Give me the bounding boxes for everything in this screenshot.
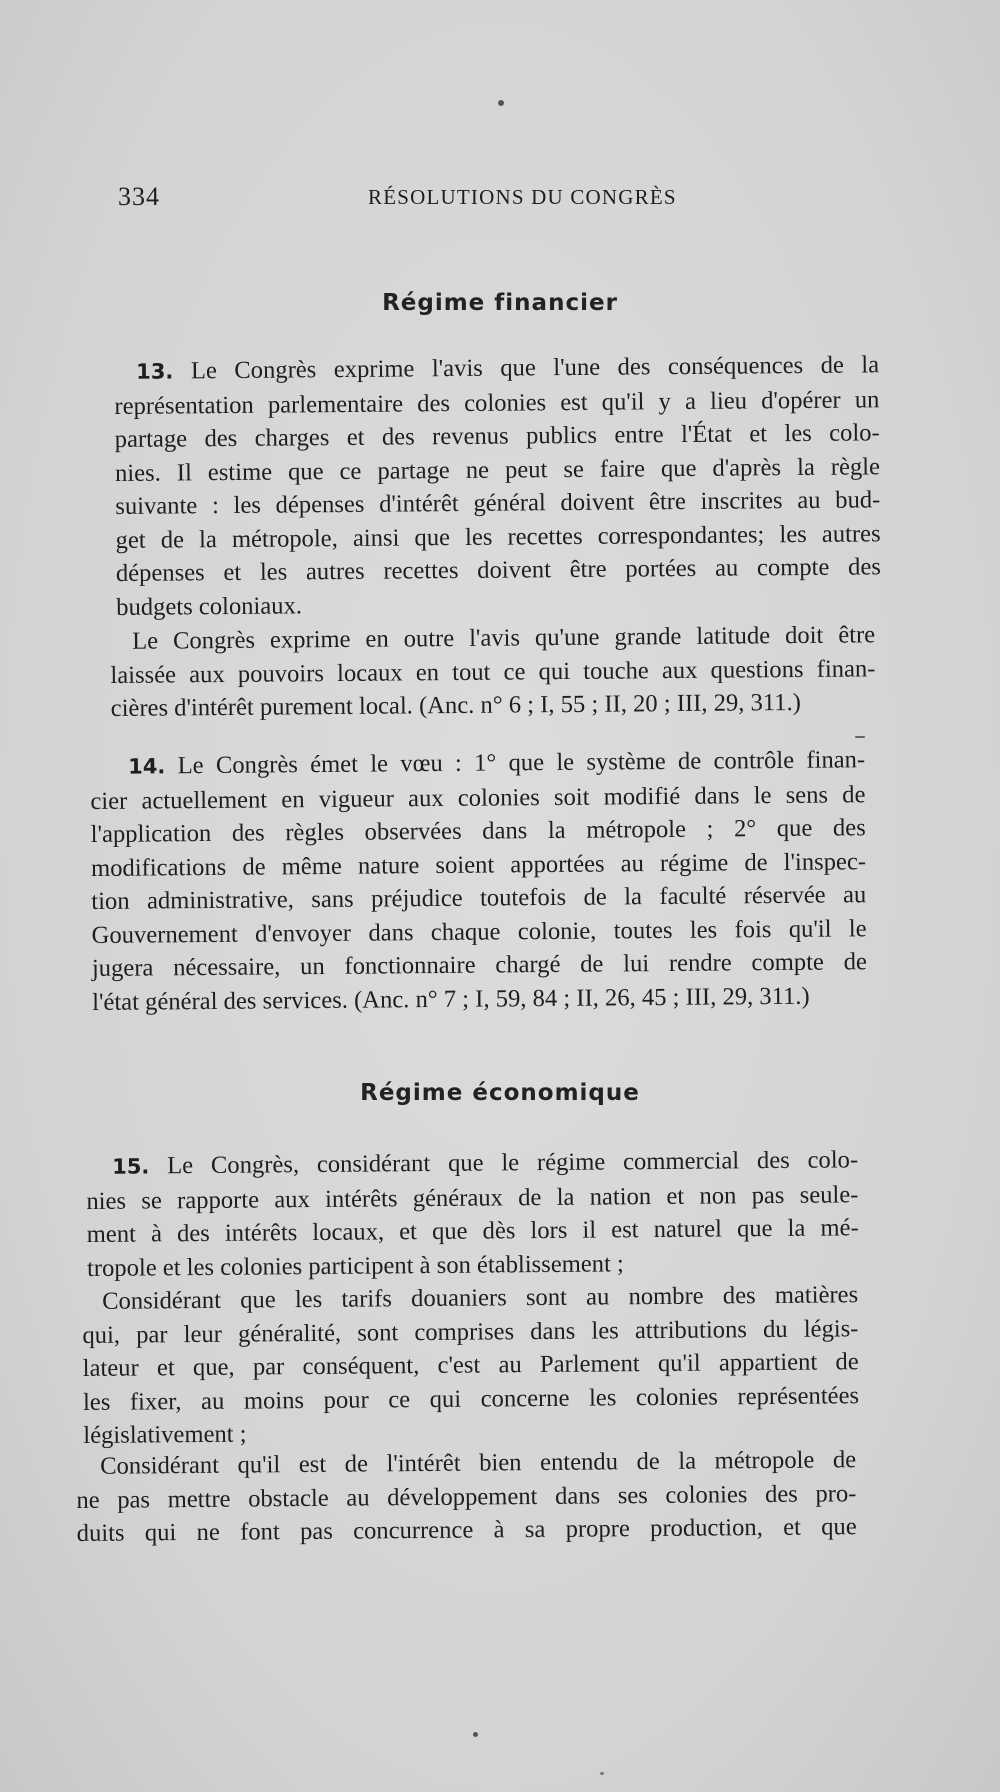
paragraph-line: ne pas mettre obstacle au développement dans ses colonies des pro- <box>76 1479 857 1514</box>
paragraph-number: 15. <box>112 1154 150 1179</box>
paragraph-line: 15. Le Congrès, considérant que le régime commercial des colo- <box>112 1146 859 1180</box>
running-title: RÉSOLUTIONS DU CONGRÈS <box>368 185 677 209</box>
paragraph-number: 13. <box>136 359 174 384</box>
paragraph-14 <box>90 743 867 1019</box>
section-heading-financier: Régime financier <box>382 290 618 316</box>
paragraph-line: duits qui ne font pas concurrence à sa propre production, et que <box>76 1513 857 1547</box>
paragraph-line-references: cières d'intérêt purement local. (Anc. n° 6 ; I, 55 ; II, 20 ; III, 29, 311.) <box>110 688 801 722</box>
paragraph-line: législativement ; <box>83 1420 247 1449</box>
paragraph-line: nies se rapporte aux intérêts généraux de la nation et non pas seule- <box>86 1180 859 1215</box>
section-heading-economique: Régime économique <box>360 1080 640 1106</box>
paragraph-line: qui, par leur généralité, sont comprises dans les attributions du légis- <box>82 1314 859 1349</box>
paragraph-line: Considérant qu'il est de l'intérêt bien entendu de la métropole de <box>100 1446 857 1480</box>
paragraph-13 <box>114 348 881 624</box>
paragraph-15-continued-1 <box>82 1278 859 1452</box>
paragraph-13-continued <box>110 618 876 725</box>
paragraph-15 <box>86 1143 859 1285</box>
paragraph-line: cier actuellement en vigueur aux colonies soit modifié dans le sens de <box>90 780 866 815</box>
running-head <box>118 182 878 212</box>
paragraph-line: les fixer, au moins pour ce qui concerne les colonies représentées <box>82 1381 860 1416</box>
paragraph-line: jugera nécessaire, un fonctionnaire chargé de lui rendre compte de <box>91 948 867 982</box>
paragraph-line: l'application des règles observées dans la métropole ; 2° que des <box>90 814 866 848</box>
paragraph-line: budgets coloniaux. <box>116 591 303 621</box>
paragraph-line: 13. Le Congrès exprime l'avis que l'une des conséquences de la <box>136 351 880 385</box>
paragraph-line: suivante : les dépenses d'intérêt général doivent être inscrites au bud- <box>115 486 881 520</box>
paragraph-line: laissée aux pouvoirs locaux en tout ce qui touche aux questions finan- <box>110 654 876 689</box>
paper-speck <box>498 100 504 106</box>
paragraph-line: tropole et les colonies participent à son établissement ; <box>86 1249 624 1282</box>
paragraph-15-continued-2 <box>76 1443 857 1550</box>
paragraph-line: get de la métropole, ainsi que les recettes correspondantes; les autres <box>115 519 881 554</box>
page-number: 334 <box>118 182 160 211</box>
paragraph-line: 14. Le Congrès émet le vœu : 1° que le système de contrôle finan- <box>128 746 866 780</box>
paragraph-line: dépenses et les autres recettes doivent être portées au compte des <box>115 553 881 587</box>
paragraph-line: représentation parlementaire des colonies est qu'il y a lieu d'opérer un <box>114 385 880 420</box>
paragraph-line: Considérant que les tarifs douaniers sont au nombre des matières <box>102 1281 859 1315</box>
paragraph-number: 14. <box>128 754 166 779</box>
paragraph-line: nies. Il estime que ce partage ne peut se faire que d'après la règle <box>114 452 881 487</box>
paragraph-line: Le Congrès exprime en outre l'avis qu'une grande latitude doit être <box>132 621 876 655</box>
paragraph-line: Gouvernement d'envoyer dans chaque colonie, toutes les fois qu'il le <box>91 914 867 949</box>
paragraph-line: partage des charges et des revenus publics entre l'État et les colo- <box>114 419 880 453</box>
paragraph-line-references: l'état général des services. (Anc. n° 7 ; I, 59, 84 ; II, 26, 45 ; III, 29, 311.) <box>92 982 810 1016</box>
paragraph-line: lateur et que, par conséquent, c'est au Parlement qu'il appartient de <box>82 1348 859 1382</box>
paragraph-line: ment à des intérêts locaux, et que dès lors il est naturel que la mé- <box>86 1214 859 1248</box>
paper-speck <box>600 1772 604 1775</box>
paragraph-line: modifications de même nature soient apportées au régime de l'inspec- <box>90 847 867 882</box>
paper-speck <box>855 736 865 738</box>
paragraph-line: tion administrative, sans préjudice toutefois de la faculté réservée au <box>91 881 867 915</box>
paper-speck <box>473 1732 478 1737</box>
